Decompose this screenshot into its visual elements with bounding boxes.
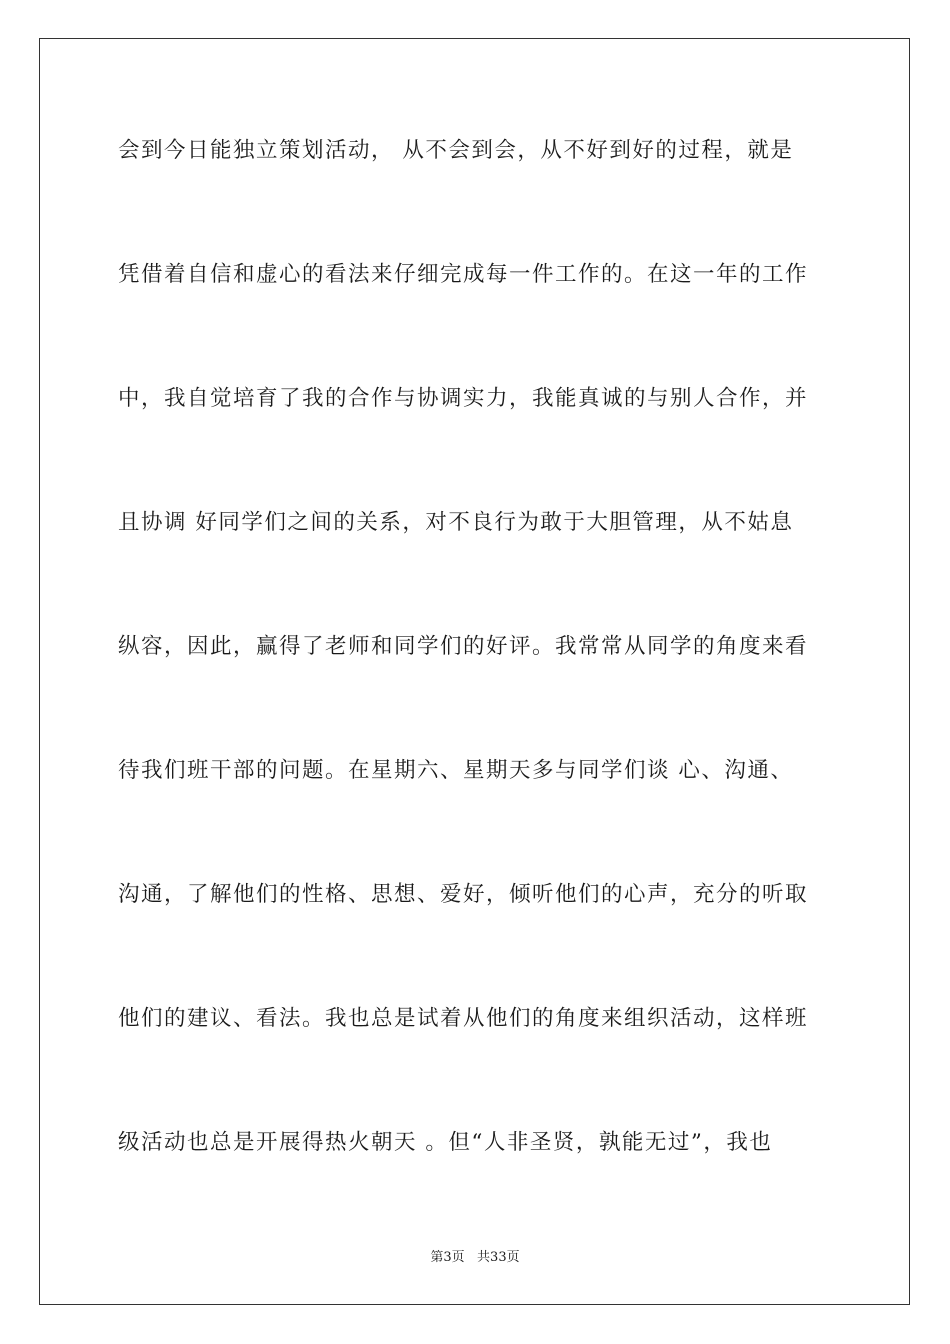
text-line: 他们的建议、看法。我也总是试着从他们的角度来组织活动，这样班 <box>118 1006 809 1031</box>
text-line: 且协调 好同学们之间的关系，对不良行为敢于大胆管理，从不姑息 <box>118 510 794 535</box>
page-number-footer: 第3页 共33页 <box>430 1250 520 1265</box>
text-line: 中，我自觉培育了我的合作与协调实力，我能真诚的与别人合作，并 <box>118 386 809 411</box>
text-line: 待我们班干部的问题。在星期六、星期天多与同学们谈 心、沟通、 <box>118 758 794 783</box>
text-line: 凭借着自信和虚心的看法来仔细完成每一件工作的。在这一年的工作 <box>118 262 809 287</box>
text-line: 沟通，了解他们的性格、思想、爱好，倾听他们的心声，充分的听取 <box>118 882 809 907</box>
text-line: 会到今日能独立策划活动， 从不会到会，从不好到好的过程，就是 <box>118 138 794 163</box>
text-line: 级活动也总是开展得热火朝天 。但“人非圣贤，孰能无过”，我也 <box>118 1130 773 1155</box>
document-body <box>118 124 838 1240</box>
text-line: 纵容，因此，赢得了老师和同学们的好评。我常常从同学的角度来看 <box>118 634 809 659</box>
